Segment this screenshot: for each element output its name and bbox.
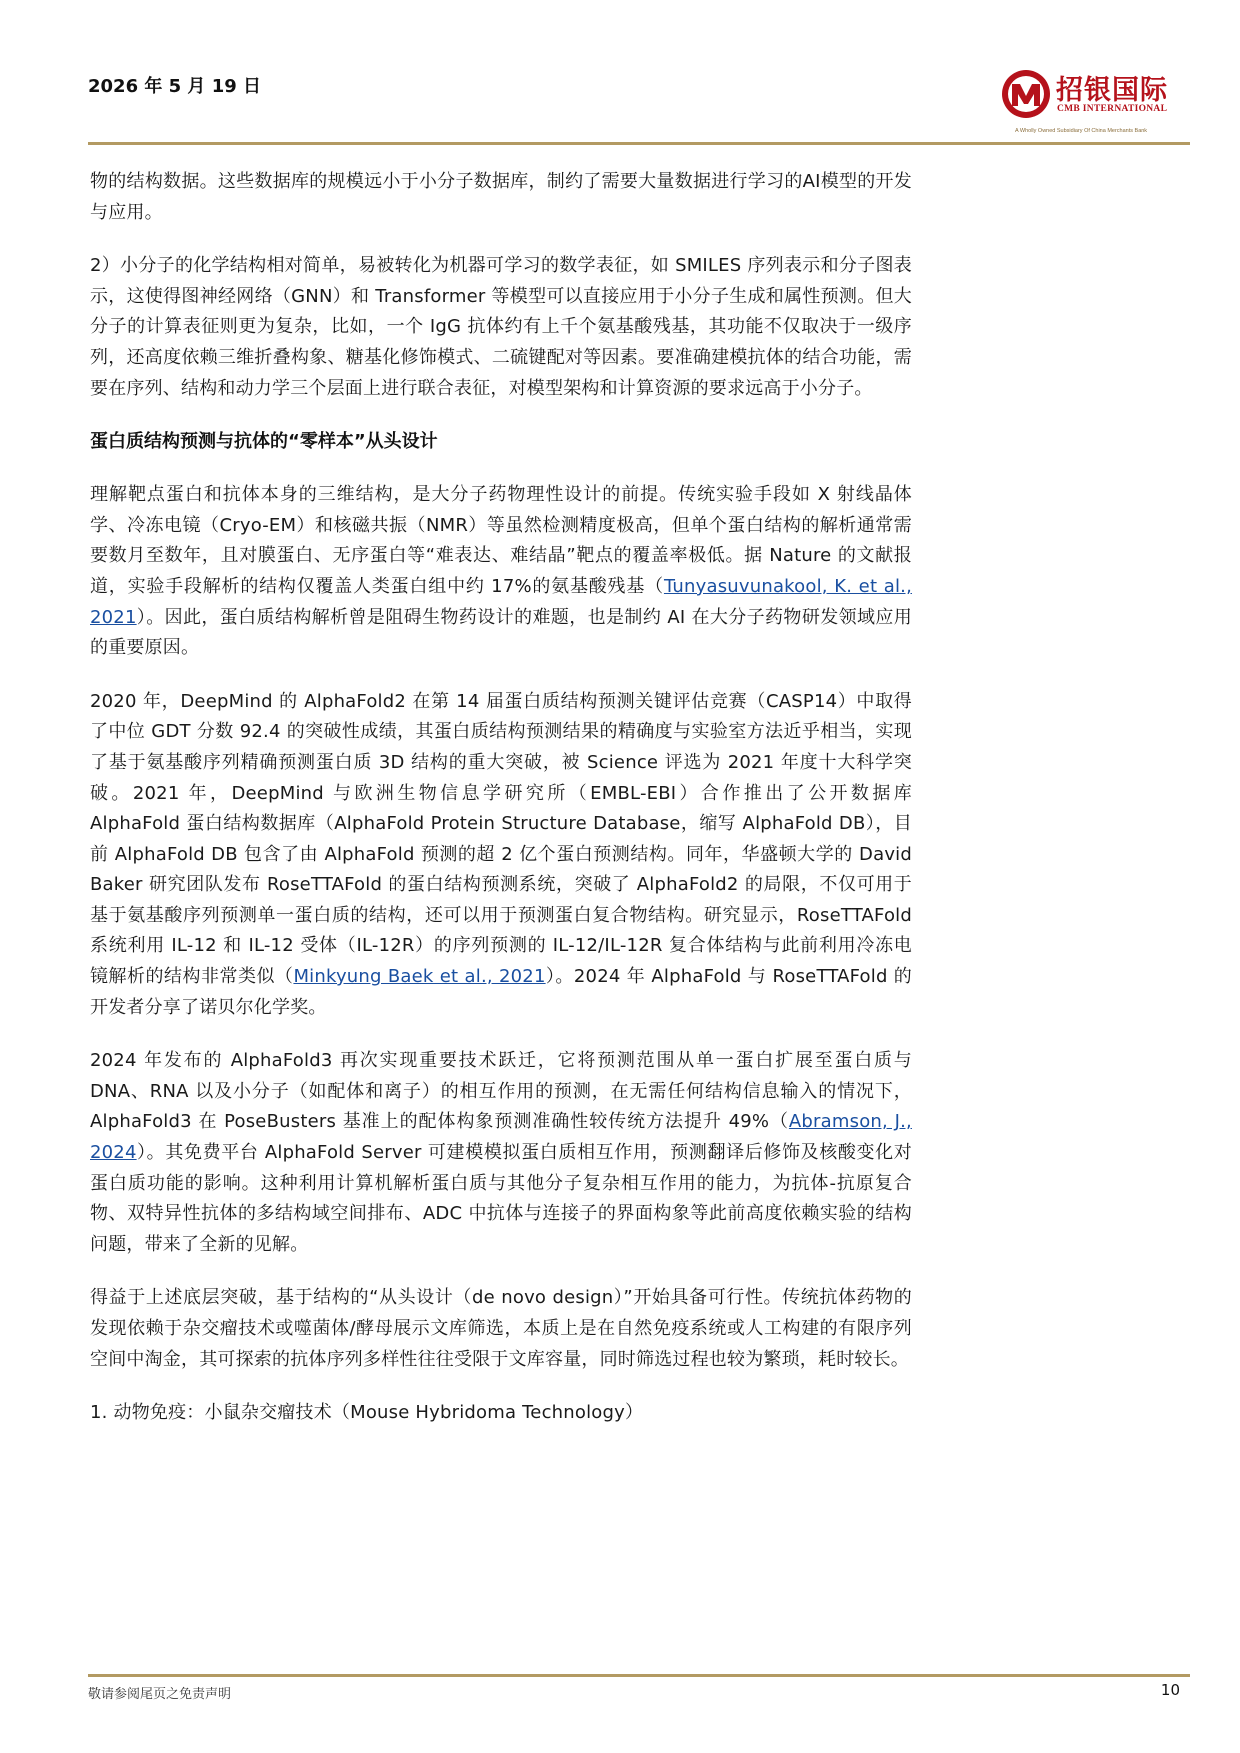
header-divider	[88, 142, 1190, 145]
section-heading: 蛋白质结构预测与抗体的“零样本”从头设计	[90, 431, 438, 453]
paragraph-7: 1. 动物免疫：小鼠杂交瘤技术（Mouse Hybridoma Technology）	[90, 1402, 644, 1424]
paragraph-5-text: 2024 年发布的 AlphaFold3 再次实现重要技术跃迁，它将预测范围从单一蛋白扩展至蛋白质与 DNA、RNA 以及小分子（如配体和离子）的相互作用的预测，在无需任何结构信息输入的情况下，AlphaFold3 在 PoseBusters 基准上的配体构象预测准确性较传统方法提升 49%（	[90, 1050, 912, 1133]
report-body	[90, 167, 912, 1429]
citation-link-tunyasuvunakool[interactable]: Tunyasuvunakool, K. et al., 2021	[90, 575, 912, 628]
paragraph-5-text-end: ）。其免费平台 AlphaFold Server 可建模模拟蛋白质相互作用，预测翻译后修饰及核酸变化对蛋白质功能的影响。这种利用计算机解析蛋白质与其他分子复杂相互作用的能力，为抗体-抗原复合物、双特异性抗体的多结构域空间排布、ADC 中抗体与连接子的界面构象等此前高度依赖实验的结构问题，带来了全新的见解。	[90, 1142, 912, 1255]
report-date: 2026 年 5 月 19 日	[88, 76, 262, 97]
cmbi-logo	[1000, 66, 1190, 140]
logo-name-cn: 招银国际	[1056, 75, 1168, 106]
paragraph-4	[90, 687, 912, 1024]
footer-disclaimer: 敬请参阅尾页之免责声明	[88, 1687, 232, 1702]
paragraph-1: 物的结构数据。这些数据库的规模远小于小分子数据库，制约了需要大量数据进行学习的AI模型的开发与应用。	[90, 171, 912, 223]
paragraph-6: 得益于上述底层突破，基于结构的“从头设计（de novo design）”开始具备可行性。传统抗体药物的发现依赖于杂交瘤技术或噬菌体/酵母展示文库筛选，本质上是在自然免疫系统或人工构建的有限序列空间中淘金，其可探索的抗体序列多样性往往受限于文库容量，同时筛选过程也较为繁琐，耗时较长。	[90, 1287, 912, 1370]
cmbi-logo-icon	[1000, 68, 1052, 120]
paragraph-4-text: 2020 年，DeepMind 的 AlphaFold2 在第 14 届蛋白质结构预测关键评估竞赛（CASP14）中取得了中位 GDT 分数 92.4 的突破性成绩，其蛋白质结构预测结果的精确度与实验室方法近乎相当，实现了基于氨基酸序列精确预测蛋白质 3D 结构的重大突破，被 Science 评选为 2021 年度十大科学突破。2021 年，DeepMind 与欧洲生物信息学研究所（EMBL-EBI）合作推出了公开数据库 AlphaFold 蛋白结构数据库（AlphaFold Protein Structure Database，缩写 AlphaFold DB），目前 AlphaFold DB 包含了由 AlphaFold 预测的超 2 亿个蛋白预测结构。同年，华盛顿大学的 David Baker 研究团队发布 RoseTTAFold 的蛋白结构预测系统，突破了 AlphaFold2 的局限，不仅可用于基于氨基酸序列预测单一蛋白质的结构，还可以用于预测蛋白复合物结构。研究显示，RoseTTAFold 系统利用 IL-12 和 IL-12 受体（IL-12R）的序列预测的 IL-12/IL-12R 复合体结构与此前利用冷冻电镜解析的结构非常类似（	[90, 690, 912, 988]
citation-link-baek[interactable]: Minkyung Baek et al., 2021	[293, 966, 546, 988]
paragraph-4-text-end: ）。2024 年 AlphaFold 与 RoseTTAFold 的开发者分享了诺贝尔化学奖。	[90, 966, 912, 1018]
paragraph-3-text: 理解靶点蛋白和抗体本身的三维结构，是大分子药物理性设计的前提。传统实验手段如 X 射线晶体学、冷冻电镜（Cryo-EM）和核磁共振（NMR）等虽然检测精度极高，但单个蛋白结构的解析通常需要数月至数年，且对膜蛋白、无序蛋白等“难表达、难结晶”靶点的覆盖率极低。据 Nature 的文献报道，实验手段解析的结构仅覆盖人类蛋白组中约 17%的氨基酸残基（	[90, 484, 912, 597]
page-number: 10	[1160, 1681, 1180, 1699]
paragraph-2: 2）小分子的化学结构相对简单，易被转化为机器可学习的数学表征，如 SMILES 序列表示和分子图表示，这使得图神经网络（GNN）和 Transformer 等模型可以直接应用于小分子生成和属性预测。但大分子的计算表征则更为复杂，比如，一个 IgG 抗体约有上千个氨基酸残基，其功能不仅取决于一级序列，还高度依赖三维折叠构象、糖基化修饰模式、二硫键配对等因素。要准确建模抗体的结合功能，需要在序列、结构和动力学三个层面上进行联合表征，对模型架构和计算资源的要求远高于小分子。	[90, 255, 912, 399]
paragraph-5	[90, 1046, 912, 1260]
citation-link-abramson[interactable]: Abramson, J., 2024	[90, 1111, 912, 1164]
paragraph-3-text-end: ）。因此，蛋白质结构解析曾是阻碍生物药设计的难题，也是制约 AI 在大分子药物研发领域应用的重要原因。	[90, 606, 912, 659]
paragraph-3	[90, 480, 912, 664]
logo-tagline: A Wholly Owned Subsidiary Of China Merchants Bank	[1015, 128, 1148, 134]
logo-name-en: CMB INTERNATIONAL	[1057, 104, 1168, 114]
footer-divider	[88, 1674, 1190, 1677]
